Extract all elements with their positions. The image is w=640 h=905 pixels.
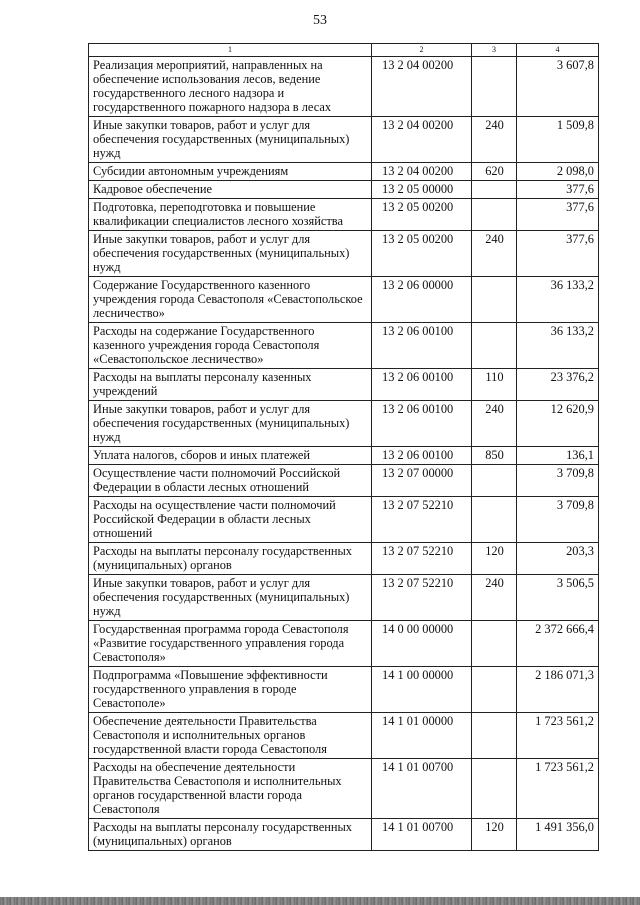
- row-name-cell: Подготовка, переподготовка и повышение квалификации специалистов лесного хозяйства: [89, 199, 372, 231]
- row-code-cell: 14 1 01 00000: [372, 713, 472, 759]
- table-row: [89, 369, 599, 401]
- page-number: 53: [313, 13, 327, 28]
- row-amount-cell: 377,6: [517, 181, 599, 199]
- table-row: [89, 57, 599, 117]
- row-code-cell: 13 2 05 00000: [372, 181, 472, 199]
- row-code-cell: 13 2 07 52210: [372, 497, 472, 543]
- row-amount-cell: 203,3: [517, 543, 599, 575]
- table-row: [89, 117, 599, 163]
- row-name-cell: Субсидии автономным учреждениям: [89, 163, 372, 181]
- row-code-cell: 13 2 04 00200: [372, 57, 472, 117]
- row-amount-cell: 3 506,5: [517, 575, 599, 621]
- row-type-cell: [472, 713, 517, 759]
- row-name-cell: Реализация мероприятий, направленных на обеспечение использования лесов, ведение государственного лесного надзора и государственного пожарного надзора в лесах: [89, 57, 372, 117]
- row-type-cell: 240: [472, 231, 517, 277]
- row-type-cell: [472, 465, 517, 497]
- row-code-cell: 13 2 07 52210: [372, 575, 472, 621]
- table-header-row: [89, 44, 599, 57]
- row-code-cell: 14 1 00 00000: [372, 667, 472, 713]
- budget-table: [88, 43, 599, 851]
- row-type-cell: 850: [472, 447, 517, 465]
- row-code-cell: 13 2 07 52210: [372, 543, 472, 575]
- row-name-cell: Расходы на осуществление части полномочий Российской Федерации в области лесных отношений: [89, 497, 372, 543]
- table-row: [89, 323, 599, 369]
- table-row: [89, 465, 599, 497]
- table-row: [89, 759, 599, 819]
- row-amount-cell: 2 098,0: [517, 163, 599, 181]
- row-amount-cell: 1 491 356,0: [517, 819, 599, 851]
- row-type-cell: 110: [472, 369, 517, 401]
- row-amount-cell: 36 133,2: [517, 323, 599, 369]
- row-code-cell: 13 2 07 00000: [372, 465, 472, 497]
- row-name-cell: Кадровое обеспечение: [89, 181, 372, 199]
- row-type-cell: [472, 323, 517, 369]
- row-type-cell: 240: [472, 117, 517, 163]
- column-number-2: 2: [372, 44, 472, 57]
- row-name-cell: Расходы на выплаты персоналу государственных (муниципальных) органов: [89, 819, 372, 851]
- row-type-cell: [472, 667, 517, 713]
- row-amount-cell: 1 723 561,2: [517, 713, 599, 759]
- table-row: [89, 497, 599, 543]
- row-amount-cell: 3 709,8: [517, 497, 599, 543]
- row-code-cell: 13 2 04 00200: [372, 163, 472, 181]
- row-type-cell: [472, 199, 517, 231]
- row-amount-cell: 23 376,2: [517, 369, 599, 401]
- table-row: [89, 231, 599, 277]
- row-name-cell: Иные закупки товаров, работ и услуг для обеспечения государственных (муниципальных) нужд: [89, 117, 372, 163]
- table-row: [89, 199, 599, 231]
- row-code-cell: 14 1 01 00700: [372, 819, 472, 851]
- row-code-cell: 14 1 01 00700: [372, 759, 472, 819]
- row-code-cell: 13 2 06 00000: [372, 277, 472, 323]
- row-type-cell: 120: [472, 543, 517, 575]
- table-row: [89, 447, 599, 465]
- row-code-cell: 13 2 06 00100: [372, 401, 472, 447]
- row-amount-cell: 1 723 561,2: [517, 759, 599, 819]
- scan-edge-strip: [0, 897, 640, 905]
- row-name-cell: Уплата налогов, сборов и иных платежей: [89, 447, 372, 465]
- row-code-cell: 13 2 06 00100: [372, 369, 472, 401]
- row-type-cell: 240: [472, 401, 517, 447]
- row-code-cell: 13 2 04 00200: [372, 117, 472, 163]
- row-code-cell: 13 2 05 00200: [372, 199, 472, 231]
- row-amount-cell: 1 509,8: [517, 117, 599, 163]
- row-name-cell: Расходы на содержание Государственного казенного учреждения города Севастополя «Севастопольское лесничество»: [89, 323, 372, 369]
- row-type-cell: [472, 759, 517, 819]
- row-type-cell: [472, 277, 517, 323]
- row-amount-cell: 3 607,8: [517, 57, 599, 117]
- row-type-cell: 240: [472, 575, 517, 621]
- table-row: [89, 819, 599, 851]
- row-type-cell: [472, 621, 517, 667]
- row-name-cell: Подпрограмма «Повышение эффективности государственного управления в городе Севастополе»: [89, 667, 372, 713]
- row-code-cell: 13 2 06 00100: [372, 447, 472, 465]
- table-row: [89, 401, 599, 447]
- table-row: [89, 181, 599, 199]
- row-name-cell: Обеспечение деятельности Правительства Севастополя и исполнительных органов государственной власти города Севастополя: [89, 713, 372, 759]
- row-type-cell: 620: [472, 163, 517, 181]
- row-amount-cell: 36 133,2: [517, 277, 599, 323]
- row-name-cell: Расходы на выплаты персоналу государственных (муниципальных) органов: [89, 543, 372, 575]
- row-amount-cell: 2 372 666,4: [517, 621, 599, 667]
- row-name-cell: Государственная программа города Севастополя «Развитие государственного управления города Севастополя»: [89, 621, 372, 667]
- row-type-cell: 120: [472, 819, 517, 851]
- table-row: [89, 713, 599, 759]
- row-name-cell: Расходы на обеспечение деятельности Правительства Севастополя и исполнительных органов государственной власти города Севастополя: [89, 759, 372, 819]
- table-row: [89, 277, 599, 323]
- row-name-cell: Расходы на выплаты персоналу казенных учреждений: [89, 369, 372, 401]
- budget-table-body: [89, 44, 599, 851]
- row-type-cell: [472, 181, 517, 199]
- row-name-cell: Иные закупки товаров, работ и услуг для обеспечения государственных (муниципальных) нужд: [89, 231, 372, 277]
- row-amount-cell: 2 186 071,3: [517, 667, 599, 713]
- row-code-cell: 13 2 05 00200: [372, 231, 472, 277]
- row-code-cell: 14 0 00 00000: [372, 621, 472, 667]
- column-number-3: 3: [472, 44, 517, 57]
- table-row: [89, 543, 599, 575]
- row-amount-cell: 12 620,9: [517, 401, 599, 447]
- table-row: [89, 621, 599, 667]
- column-number-1: 1: [89, 44, 372, 57]
- row-code-cell: 13 2 06 00100: [372, 323, 472, 369]
- row-name-cell: Иные закупки товаров, работ и услуг для обеспечения государственных (муниципальных) нужд: [89, 401, 372, 447]
- table-row: [89, 163, 599, 181]
- row-name-cell: Осуществление части полномочий Российской Федерации в области лесных отношений: [89, 465, 372, 497]
- row-amount-cell: 377,6: [517, 199, 599, 231]
- row-amount-cell: 377,6: [517, 231, 599, 277]
- table-row: [89, 667, 599, 713]
- table-row: [89, 575, 599, 621]
- row-type-cell: [472, 497, 517, 543]
- row-amount-cell: 136,1: [517, 447, 599, 465]
- row-name-cell: Иные закупки товаров, работ и услуг для обеспечения государственных (муниципальных) нужд: [89, 575, 372, 621]
- row-type-cell: [472, 57, 517, 117]
- row-amount-cell: 3 709,8: [517, 465, 599, 497]
- row-name-cell: Содержание Государственного казенного учреждения города Севастополя «Севастопольское лесничество»: [89, 277, 372, 323]
- column-number-4: 4: [517, 44, 599, 57]
